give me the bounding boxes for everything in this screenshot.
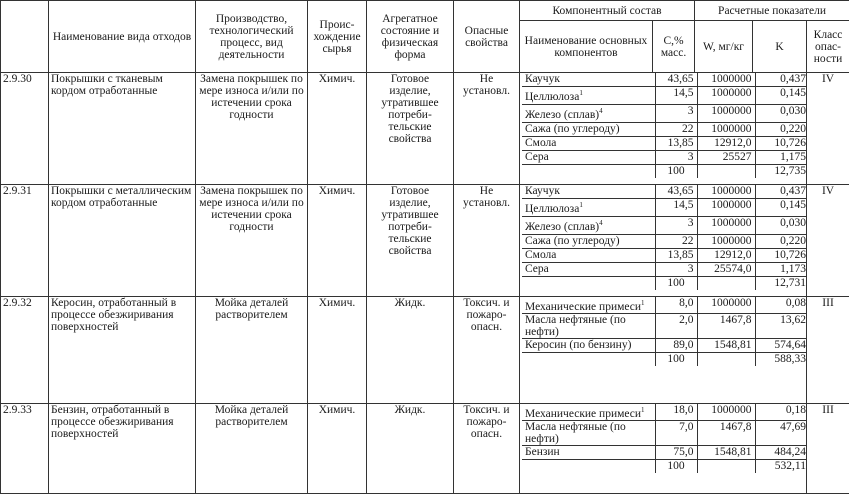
header-k: K bbox=[753, 21, 807, 73]
header-concentration: С,% масс. bbox=[653, 21, 695, 73]
component-name bbox=[522, 136, 655, 150]
component-row bbox=[522, 216, 807, 234]
component-name bbox=[522, 313, 655, 338]
row-origin: Химич. bbox=[308, 297, 367, 404]
total-w bbox=[697, 164, 755, 178]
component-k: 0,030 bbox=[755, 216, 807, 234]
header-composition: Компонентный состав bbox=[520, 1, 695, 21]
component-w: 1000000 bbox=[697, 104, 755, 122]
composition-table bbox=[522, 404, 807, 473]
row-class: III bbox=[807, 297, 849, 404]
component-w: 1000000 bbox=[697, 199, 755, 217]
total-w bbox=[697, 276, 755, 290]
component-name-text: Сера bbox=[525, 262, 549, 275]
header-code bbox=[1, 1, 49, 73]
component-name-text: Сера bbox=[525, 150, 549, 163]
component-concentration: 3 bbox=[655, 150, 697, 164]
component-name-text: Целлюлоза bbox=[525, 90, 580, 103]
component-name bbox=[522, 104, 655, 122]
component-name-text: Механические примеси bbox=[525, 300, 642, 313]
component-name-text: Железо (сплав) bbox=[525, 108, 600, 121]
footnote-mark: 1 bbox=[579, 201, 583, 209]
component-w: 25574,0 bbox=[697, 262, 755, 276]
component-row bbox=[522, 150, 807, 164]
component-w: 1467,8 bbox=[697, 420, 755, 445]
row-class: III bbox=[807, 404, 849, 494]
component-row bbox=[522, 404, 807, 420]
composition-block bbox=[520, 185, 807, 297]
component-row bbox=[522, 87, 807, 105]
component-name bbox=[522, 404, 655, 420]
component-row bbox=[522, 420, 807, 445]
table-row bbox=[1, 297, 849, 404]
row-process: Замена покрышек по мере износа и/или по истечении срока годности bbox=[196, 185, 308, 297]
component-row bbox=[522, 445, 807, 459]
header-name: Наименование вида отходов bbox=[49, 1, 196, 73]
component-k: 0,220 bbox=[755, 122, 807, 136]
component-concentration: 3 bbox=[655, 262, 697, 276]
component-k: 0,145 bbox=[755, 87, 807, 105]
total-row bbox=[522, 459, 807, 473]
component-name-text: Керосин (по бензину) bbox=[525, 338, 632, 351]
component-concentration: 18,0 bbox=[655, 404, 697, 420]
component-name bbox=[522, 150, 655, 164]
component-name bbox=[522, 122, 655, 136]
component-concentration: 3 bbox=[655, 104, 697, 122]
header-component-name: Наименование основных компонентов bbox=[520, 21, 653, 73]
component-row bbox=[522, 262, 807, 276]
row-hazard: Токсич. и пожаро-опасн. bbox=[454, 297, 520, 404]
component-row bbox=[522, 122, 807, 136]
component-k: 0,437 bbox=[755, 185, 807, 199]
component-w: 1000000 bbox=[697, 404, 755, 420]
total-row bbox=[522, 276, 807, 290]
row-name: Покрышки с металлическим кордом отработанные bbox=[49, 185, 196, 297]
header-process: Производство, технологический процесс, вид деятельности bbox=[196, 1, 308, 73]
component-row bbox=[522, 313, 807, 338]
component-w: 1000000 bbox=[697, 73, 755, 87]
component-name-text: Целлюлоза bbox=[525, 202, 580, 215]
component-concentration: 89,0 bbox=[655, 338, 697, 352]
component-k: 0,145 bbox=[755, 199, 807, 217]
component-concentration: 2,0 bbox=[655, 313, 697, 338]
component-w: 1000000 bbox=[697, 297, 755, 313]
row-code: 2.9.33 bbox=[1, 404, 49, 494]
component-w: 1000000 bbox=[697, 87, 755, 105]
component-name-text: Бензин bbox=[525, 445, 560, 458]
table-body bbox=[1, 73, 849, 494]
component-name-text: Железо (сплав) bbox=[525, 220, 600, 233]
footnote-mark: 1 bbox=[641, 406, 645, 414]
row-hazard: Не установл. bbox=[454, 73, 520, 185]
component-name bbox=[522, 234, 655, 248]
component-w: 25527 bbox=[697, 150, 755, 164]
component-row bbox=[522, 136, 807, 150]
composition-table bbox=[522, 185, 807, 290]
composition-table bbox=[522, 297, 807, 366]
composition-table bbox=[522, 73, 807, 178]
component-w: 1000000 bbox=[697, 122, 755, 136]
header-origin: Проис-хождение сырья bbox=[308, 1, 367, 73]
component-concentration: 22 bbox=[655, 234, 697, 248]
header-w: W, мг/кг bbox=[695, 21, 753, 73]
component-name-text: Каучук bbox=[525, 73, 560, 85]
row-state: Жидк. bbox=[367, 404, 454, 494]
header-calc: Расчетные показатели bbox=[695, 1, 849, 21]
component-w: 12912,0 bbox=[697, 248, 755, 262]
total-w bbox=[697, 459, 755, 473]
component-row bbox=[522, 104, 807, 122]
component-k: 10,726 bbox=[755, 136, 807, 150]
component-k: 484,24 bbox=[755, 445, 807, 459]
component-row bbox=[522, 297, 807, 313]
component-w: 1000000 bbox=[697, 185, 755, 199]
row-code: 2.9.30 bbox=[1, 73, 49, 185]
table-row bbox=[1, 185, 849, 297]
component-name-text: Механические примеси bbox=[525, 407, 642, 420]
table-row bbox=[1, 73, 849, 185]
row-name: Бензин, отработанный в процессе обезжиривания поверхностей bbox=[49, 404, 196, 494]
component-row bbox=[522, 338, 807, 352]
row-name: Керосин, отработанный в процессе обезжиривания поверхностей bbox=[49, 297, 196, 404]
row-state: Жидк. bbox=[367, 297, 454, 404]
component-name-text: Смола bbox=[525, 136, 557, 149]
component-k: 0,030 bbox=[755, 104, 807, 122]
component-k: 0,220 bbox=[755, 234, 807, 248]
component-k: 13,62 bbox=[755, 313, 807, 338]
footnote-mark: 1 bbox=[641, 299, 645, 307]
composition-block bbox=[520, 404, 807, 494]
component-w: 12912,0 bbox=[697, 136, 755, 150]
component-concentration: 14,5 bbox=[655, 199, 697, 217]
component-row bbox=[522, 234, 807, 248]
total-w bbox=[697, 352, 755, 366]
component-k: 574,64 bbox=[755, 338, 807, 352]
footnote-mark: 4 bbox=[599, 218, 603, 227]
table-row bbox=[1, 404, 849, 494]
component-row bbox=[522, 185, 807, 199]
component-k: 0,18 bbox=[755, 404, 807, 420]
component-w: 1548,81 bbox=[697, 338, 755, 352]
component-name-text: Каучук bbox=[525, 185, 560, 197]
row-code: 2.9.31 bbox=[1, 185, 49, 297]
component-k: 47,69 bbox=[755, 420, 807, 445]
row-hazard: Токсич. и пожаро-опасн. bbox=[454, 404, 520, 494]
component-concentration: 14,5 bbox=[655, 87, 697, 105]
row-code: 2.9.32 bbox=[1, 297, 49, 404]
composition-block bbox=[520, 73, 807, 185]
total-concentration: 100 bbox=[655, 459, 697, 473]
component-concentration: 75,0 bbox=[655, 445, 697, 459]
component-name bbox=[522, 297, 655, 313]
component-k: 10,726 bbox=[755, 248, 807, 262]
total-label bbox=[522, 276, 655, 290]
component-name-text: Сажа (по углероду) bbox=[525, 234, 620, 247]
row-name: Покрышки с тканевым кордом отработанные bbox=[49, 73, 196, 185]
component-name-text: Масла нефтяные (по нефти) bbox=[525, 313, 626, 338]
component-w: 1000000 bbox=[697, 234, 755, 248]
component-row bbox=[522, 248, 807, 262]
row-class: IV bbox=[807, 73, 849, 185]
total-k: 532,11 bbox=[774, 459, 806, 472]
component-row bbox=[522, 199, 807, 217]
component-k: 0,08 bbox=[755, 297, 807, 313]
component-name bbox=[522, 87, 655, 105]
component-w: 1000000 bbox=[697, 216, 755, 234]
row-origin: Химич. bbox=[308, 185, 367, 297]
total-k: 588,33 bbox=[774, 352, 806, 365]
component-k: 1,175 bbox=[755, 150, 807, 164]
total-concentration: 100 bbox=[655, 352, 697, 366]
header-state: Агрегатное состояние и физическая форма bbox=[367, 1, 454, 73]
composition-block bbox=[520, 297, 807, 404]
component-concentration: 13,85 bbox=[655, 248, 697, 262]
row-state: Готовое изделие, утратившее потреби-тельские свойства bbox=[367, 73, 454, 185]
component-name bbox=[522, 185, 655, 199]
component-concentration: 3 bbox=[655, 216, 697, 234]
row-hazard: Не установл. bbox=[454, 185, 520, 297]
component-name bbox=[522, 199, 655, 217]
total-k: 12,735 bbox=[774, 164, 806, 177]
total-concentration: 100 bbox=[655, 276, 697, 290]
row-class: IV bbox=[807, 185, 849, 297]
total-label bbox=[522, 352, 655, 366]
component-w: 1467,8 bbox=[697, 313, 755, 338]
component-name bbox=[522, 216, 655, 234]
component-concentration: 8,0 bbox=[655, 297, 697, 313]
component-name bbox=[522, 338, 655, 352]
component-name bbox=[522, 445, 655, 459]
row-state: Готовое изделие, утратившее потреби-тельские свойства bbox=[367, 185, 454, 297]
total-row bbox=[522, 352, 807, 366]
row-origin: Химич. bbox=[308, 404, 367, 494]
component-k: 0,437 bbox=[755, 73, 807, 87]
component-name bbox=[522, 248, 655, 262]
footnote-mark: 1 bbox=[579, 89, 583, 97]
row-origin: Химич. bbox=[308, 73, 367, 185]
component-name bbox=[522, 262, 655, 276]
total-row bbox=[522, 164, 807, 178]
row-process: Мойка деталей растворителем bbox=[196, 297, 308, 404]
component-name-text: Смола bbox=[525, 248, 557, 261]
header-class: Класс опас-ности bbox=[807, 21, 849, 73]
row-process: Замена покрышек по мере износа и/или по истечении срока годности bbox=[196, 73, 308, 185]
component-name-text: Сажа (по углероду) bbox=[525, 122, 620, 135]
component-name bbox=[522, 73, 655, 87]
component-name-text: Масла нефтяные (по нефти) bbox=[525, 420, 626, 445]
component-row bbox=[522, 73, 807, 87]
component-concentration: 13,85 bbox=[655, 136, 697, 150]
component-concentration: 43,65 bbox=[655, 73, 697, 87]
component-concentration: 43,65 bbox=[655, 185, 697, 199]
component-concentration: 22 bbox=[655, 122, 697, 136]
total-k: 12,731 bbox=[774, 276, 806, 289]
component-k: 1,173 bbox=[755, 262, 807, 276]
total-concentration: 100 bbox=[655, 164, 697, 178]
total-label bbox=[522, 164, 655, 178]
component-concentration: 7,0 bbox=[655, 420, 697, 445]
row-process: Мойка деталей растворителем bbox=[196, 404, 308, 494]
header-hazard: Опасные свойства bbox=[454, 1, 520, 73]
footnote-mark: 4 bbox=[599, 106, 603, 115]
total-label bbox=[522, 459, 655, 473]
component-name bbox=[522, 420, 655, 445]
component-w: 1548,81 bbox=[697, 445, 755, 459]
